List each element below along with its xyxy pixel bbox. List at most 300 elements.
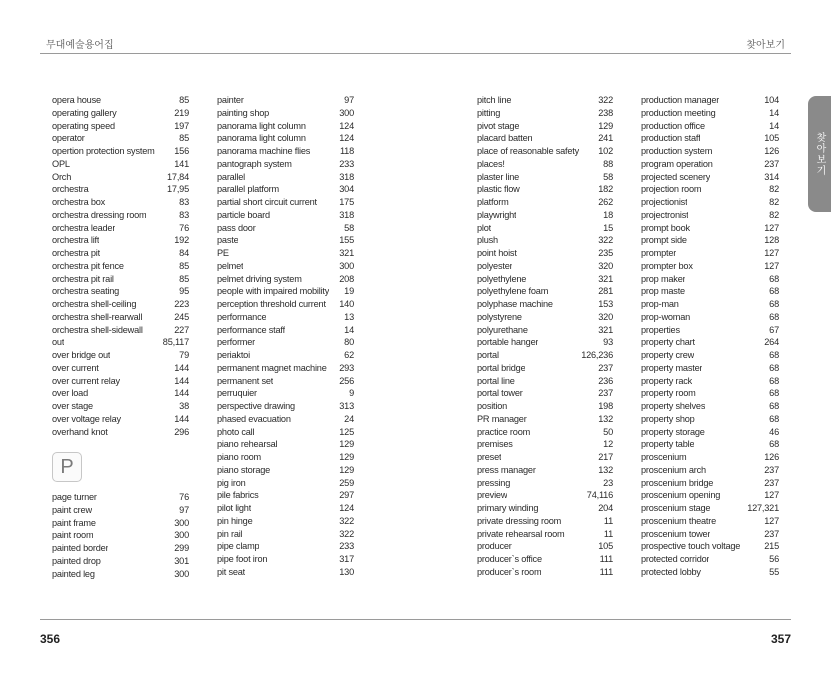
index-term: program operation (641, 158, 713, 169)
index-entry (52, 183, 189, 196)
index-entry (217, 540, 354, 553)
index-term: performer (217, 337, 256, 348)
index-entry (52, 132, 189, 145)
index-page-ref: 68 (769, 439, 779, 450)
index-entry (641, 120, 779, 133)
index-term: pig iron (217, 477, 246, 488)
index-entry (217, 489, 354, 502)
index-term: playwright (477, 209, 517, 220)
index-page-ref: 321 (339, 248, 354, 258)
index-page-ref: 58 (344, 222, 354, 233)
index-page-ref: 85 (179, 133, 189, 144)
index-entry (217, 298, 354, 311)
index-term: practice room (477, 426, 531, 437)
index-entry (52, 298, 189, 311)
index-entry (52, 260, 189, 273)
index-entry (52, 196, 189, 209)
index-page-ref: 55 (769, 566, 779, 577)
index-page-ref: 322 (339, 528, 354, 539)
index-entry (477, 464, 613, 477)
index-term: position (477, 401, 508, 411)
index-page-ref: 111 (599, 554, 613, 564)
index-term: production system (641, 146, 713, 156)
index-page-ref: 118 (339, 146, 354, 156)
index-entry (217, 120, 354, 133)
index-page-ref: 175 (339, 197, 354, 207)
index-page-ref: 132 (598, 464, 613, 475)
index-entry (217, 336, 354, 349)
index-page-ref: 18 (603, 209, 613, 220)
index-term: paint crew (52, 504, 92, 515)
index-page-ref: 17,84 (167, 171, 189, 182)
index-entry (217, 94, 354, 107)
index-page-ref: 262 (598, 197, 613, 207)
index-term: OPL (52, 158, 70, 169)
index-page-ref: 144 (174, 413, 189, 424)
index-page-ref: 156 (174, 146, 189, 156)
index-entry (641, 502, 779, 515)
index-term: property shop (641, 413, 695, 424)
index-page-ref: 127,321 (747, 503, 779, 513)
index-page-ref: 82 (769, 197, 779, 207)
index-entry (477, 426, 613, 439)
index-entry (641, 158, 779, 171)
index-page-ref: 82 (769, 209, 779, 220)
index-side-tab-label: 찾아보기 (814, 132, 825, 176)
index-entry (52, 120, 189, 133)
index-entry (477, 451, 613, 464)
index-page-ref: 237 (764, 528, 779, 539)
index-page-ref: 215 (764, 541, 779, 552)
index-entry (477, 477, 613, 490)
index-page-ref: 17,95 (167, 184, 189, 195)
index-term: orchestra leader (52, 222, 116, 233)
index-term: orchestra lift (52, 235, 100, 246)
index-term: plaster line (477, 171, 520, 182)
index-column-1 (52, 94, 189, 438)
index-term: over current relay (52, 375, 120, 386)
index-entry (641, 438, 779, 451)
index-page-ref: 126,236 (581, 350, 613, 360)
index-entry (641, 375, 779, 388)
index-page-ref: 127 (764, 222, 779, 233)
index-entry (477, 260, 613, 273)
index-page-ref: 237 (764, 464, 779, 475)
index-page-ref: 23 (603, 477, 613, 488)
index-page-ref: 105 (764, 133, 779, 144)
index-page-ref: 321 (598, 324, 613, 335)
index-entry (52, 426, 189, 439)
index-page-ref: 155 (339, 235, 354, 246)
index-entry (52, 107, 189, 120)
footer-rule (40, 619, 791, 620)
index-term: preset (477, 452, 502, 462)
index-page-ref: 208 (339, 273, 354, 284)
index-term: panorama light column (217, 120, 306, 131)
index-term: pass door (217, 222, 256, 233)
index-page-ref: 129 (598, 120, 613, 131)
index-term: Orch (52, 171, 72, 182)
index-entry (641, 349, 779, 362)
index-page-ref: 85 (179, 260, 189, 271)
index-term: out (52, 337, 65, 348)
index-entry (641, 400, 779, 413)
index-page-ref: 88 (603, 158, 613, 169)
index-page-ref: 320 (598, 311, 613, 322)
index-entry (641, 94, 779, 107)
index-term: pilot light (217, 503, 252, 513)
index-entry (641, 566, 779, 579)
index-term: prop maste (641, 286, 685, 297)
index-entry (477, 362, 613, 375)
section-letter: P (60, 455, 74, 478)
index-term: producer`s room (477, 566, 542, 577)
index-term: particle board (217, 209, 270, 220)
index-page-ref: 322 (598, 235, 613, 246)
index-term: operating speed (52, 120, 115, 131)
index-term: polyurethane (477, 324, 528, 335)
index-term: perception threshold current (217, 299, 326, 309)
index-entry (477, 311, 613, 324)
index-term: pitch line (477, 95, 512, 105)
index-entry (477, 285, 613, 298)
index-page-ref: 13 (344, 311, 354, 322)
index-term: performance (217, 311, 267, 322)
index-page-ref: 68 (769, 362, 779, 373)
index-term: property rack (641, 375, 693, 386)
index-entry (477, 324, 613, 337)
index-entry (217, 438, 354, 451)
index-term: pitting (477, 107, 501, 118)
index-term: panorama machine flies (217, 146, 311, 156)
index-term: production staff (641, 133, 701, 144)
index-page-ref: 129 (339, 439, 354, 450)
index-page-ref: 223 (174, 299, 189, 309)
index-term: portable hanger (477, 337, 539, 348)
index-entry (477, 502, 613, 515)
index-entry (477, 387, 613, 400)
index-column-1-p-section (52, 491, 189, 580)
index-term: plot (477, 222, 492, 233)
index-column-3 (477, 94, 613, 579)
index-page-ref: 233 (339, 541, 354, 552)
index-term: projection room (641, 184, 702, 195)
index-entry (217, 502, 354, 515)
index-entry (217, 400, 354, 413)
index-entry (217, 234, 354, 247)
index-term: proscenium stage (641, 503, 711, 513)
index-entry (217, 222, 354, 235)
index-entry (641, 196, 779, 209)
index-term: over voltage relay (52, 413, 121, 424)
index-page-ref: 85 (179, 95, 189, 105)
index-entry (477, 413, 613, 426)
index-term: pipe foot iron (217, 554, 268, 564)
index-entry (477, 196, 613, 209)
index-page-ref: 85,117 (162, 337, 189, 348)
index-page-ref: 14 (769, 120, 779, 131)
index-entry (217, 528, 354, 541)
index-page-ref: 318 (339, 171, 354, 182)
index-page-ref: 68 (769, 401, 779, 411)
index-page-ref: 237 (598, 388, 613, 399)
index-term: portal line (477, 375, 515, 386)
index-term: orchestra seating (52, 286, 120, 297)
index-page-ref: 241 (598, 133, 613, 144)
running-header-left: 무대예술용어집 (46, 40, 114, 51)
index-page-ref: 144 (174, 375, 189, 386)
index-page-ref: 304 (339, 184, 354, 195)
index-entry (477, 540, 613, 553)
index-entry (477, 132, 613, 145)
index-page-ref: 68 (769, 299, 779, 309)
index-page-ref: 233 (339, 158, 354, 169)
index-entry (52, 171, 189, 184)
index-term: PE (217, 248, 229, 258)
index-side-tab (808, 96, 831, 212)
index-entry (477, 183, 613, 196)
index-page-ref: 79 (179, 350, 189, 360)
index-entry (641, 324, 779, 337)
index-page-ref: 76 (179, 222, 189, 233)
index-entry (217, 171, 354, 184)
index-entry (477, 375, 613, 388)
index-term: private rehearsal room (477, 528, 565, 539)
index-page-ref: 102 (598, 146, 613, 156)
index-term: producer (477, 541, 512, 552)
index-page-ref: 124 (339, 120, 354, 131)
index-page-ref: 293 (339, 362, 354, 373)
index-page-ref: 127 (764, 515, 779, 526)
index-entry (641, 553, 779, 566)
page-number-left: 356 (40, 632, 61, 646)
index-page-ref: 67 (769, 324, 779, 335)
index-term: proscenium (641, 452, 687, 462)
index-term: over bridge out (52, 350, 111, 360)
index-entry (52, 247, 189, 260)
running-header-right: 찾아보기 (746, 40, 785, 51)
index-page-ref: 68 (769, 286, 779, 297)
index-term: plush (477, 235, 498, 246)
index-page-ref: 126 (764, 146, 779, 156)
index-entry (641, 426, 779, 439)
index-entry (641, 515, 779, 528)
index-page-ref: 74,116 (586, 490, 613, 501)
index-term: prompt book (641, 222, 690, 233)
index-page-ref: 227 (174, 324, 189, 335)
index-page-ref: 97 (344, 95, 354, 105)
index-entry (52, 285, 189, 298)
index-entry (217, 158, 354, 171)
index-entry (477, 171, 613, 184)
index-entry (217, 451, 354, 464)
index-term: pelmet driving system (217, 273, 302, 284)
index-column-4 (641, 94, 779, 579)
index-page-ref: 300 (174, 517, 189, 528)
index-term: press manager (477, 464, 536, 475)
index-term: permanent set (217, 375, 274, 386)
index-term: property crew (641, 350, 695, 360)
index-term: prompter box (641, 260, 693, 271)
index-entry (477, 120, 613, 133)
index-entry (52, 209, 189, 222)
index-term: orchestra pit (52, 248, 100, 258)
index-entry (217, 553, 354, 566)
index-page-ref: 124 (339, 133, 354, 144)
index-entry (217, 413, 354, 426)
index-page-ref: 219 (174, 107, 189, 118)
index-entry (52, 234, 189, 247)
index-entry (641, 477, 779, 490)
index-term: painted leg (52, 568, 95, 579)
index-page-ref: 132 (598, 413, 613, 424)
index-entry (641, 413, 779, 426)
index-term: people with impaired mobility (217, 286, 330, 297)
index-page-ref: 127 (764, 260, 779, 271)
index-page-ref: 192 (174, 235, 189, 246)
index-term: orchestra pit fence (52, 260, 124, 271)
index-term: pile fabrics (217, 490, 259, 501)
index-term: orchestra shell-ceiling (52, 299, 137, 309)
index-entry (217, 464, 354, 477)
index-entry (217, 324, 354, 337)
index-term: orchestra pit rail (52, 273, 114, 284)
index-term: prospective touch voltage (641, 541, 741, 552)
index-entry (217, 311, 354, 324)
index-entry (52, 94, 189, 107)
index-entry (477, 273, 613, 286)
index-page-ref: 111 (599, 566, 613, 577)
index-page-ref: 259 (339, 477, 354, 488)
index-entry (52, 491, 189, 504)
index-term: orchestra shell-sidewall (52, 324, 143, 335)
index-entry (52, 375, 189, 388)
index-page-ref: 300 (174, 568, 189, 579)
index-term: operating gallery (52, 107, 117, 118)
index-entry (641, 247, 779, 260)
index-page-ref: 80 (344, 337, 354, 348)
index-term: piano rehearsal (217, 439, 278, 450)
index-entry (641, 489, 779, 502)
index-term: orchestra shell-rearwall (52, 311, 143, 322)
index-term: plastic flow (477, 184, 520, 195)
index-page-ref: 50 (603, 426, 613, 437)
index-page-ref: 14 (344, 324, 354, 335)
index-term: proscenium bridge (641, 477, 714, 488)
index-page-ref: 320 (598, 260, 613, 271)
index-entry (641, 528, 779, 541)
index-entry (477, 145, 613, 158)
index-page-ref: 84 (179, 248, 189, 258)
index-entry (217, 145, 354, 158)
index-page-ref: 217 (598, 452, 613, 462)
index-entry (641, 362, 779, 375)
index-term: prop-man (641, 299, 679, 309)
index-entry (641, 171, 779, 184)
index-entry (641, 451, 779, 464)
index-entry (477, 349, 613, 362)
index-entry (52, 413, 189, 426)
index-entry (641, 285, 779, 298)
index-page-ref: 321 (598, 273, 613, 284)
index-page-ref: 204 (598, 503, 613, 513)
index-term: overhand knot (52, 426, 108, 437)
index-term: projectionist (641, 197, 688, 207)
index-entry (217, 273, 354, 286)
index-entry (477, 247, 613, 260)
index-term: permanent magnet machine (217, 362, 327, 373)
index-entry (52, 336, 189, 349)
index-page-ref: 129 (339, 452, 354, 462)
index-term: proscenium tower (641, 528, 711, 539)
index-term: places! (477, 158, 505, 169)
index-entry (641, 298, 779, 311)
index-page-ref: 197 (174, 120, 189, 131)
index-page-ref: 97 (179, 504, 189, 515)
index-entry (641, 336, 779, 349)
index-page-ref: 93 (603, 337, 613, 348)
index-term: pelmet (217, 260, 244, 271)
index-term: portal bridge (477, 362, 526, 373)
index-entry (217, 285, 354, 298)
index-page-ref: 237 (598, 362, 613, 373)
index-term: polystyrene (477, 311, 522, 322)
index-term: pit seat (217, 566, 246, 577)
index-entry (477, 298, 613, 311)
index-entry (641, 464, 779, 477)
section-letter-badge (52, 452, 82, 482)
index-term: piano storage (217, 464, 271, 475)
index-page-ref: 76 (179, 492, 189, 502)
index-term: photo call (217, 426, 255, 437)
index-entry (52, 324, 189, 337)
index-term: over current (52, 362, 99, 373)
index-term: protected lobby (641, 566, 701, 577)
index-entry (217, 107, 354, 120)
index-term: platform (477, 197, 509, 207)
index-entry (477, 400, 613, 413)
index-entry (641, 540, 779, 553)
index-term: painter (217, 95, 244, 105)
index-page-ref: 245 (174, 311, 189, 322)
index-page-ref: 140 (339, 299, 354, 309)
index-page-ref: 322 (339, 515, 354, 526)
index-term: pin hinge (217, 515, 253, 526)
index-page-ref: 296 (174, 426, 189, 437)
index-entry (52, 555, 189, 568)
index-page-ref: 144 (174, 388, 189, 399)
index-page-ref: 198 (598, 401, 613, 411)
index-page-ref: 129 (339, 464, 354, 475)
index-page-ref: 68 (769, 375, 779, 386)
index-page-ref: 238 (598, 107, 613, 118)
index-term: polyphase machine (477, 299, 553, 309)
index-entry (217, 566, 354, 579)
index-page-ref: 95 (179, 286, 189, 297)
index-page-ref: 318 (339, 209, 354, 220)
index-page-ref: 82 (769, 184, 779, 195)
index-page-ref: 83 (179, 197, 189, 207)
index-page-ref: 68 (769, 350, 779, 360)
index-term: polyethylene foam (477, 286, 549, 297)
index-entry (641, 183, 779, 196)
index-term: proscenium theatre (641, 515, 717, 526)
index-entry (217, 375, 354, 388)
index-term: property chart (641, 337, 695, 348)
index-entry (477, 234, 613, 247)
index-entry (52, 400, 189, 413)
index-entry (52, 387, 189, 400)
